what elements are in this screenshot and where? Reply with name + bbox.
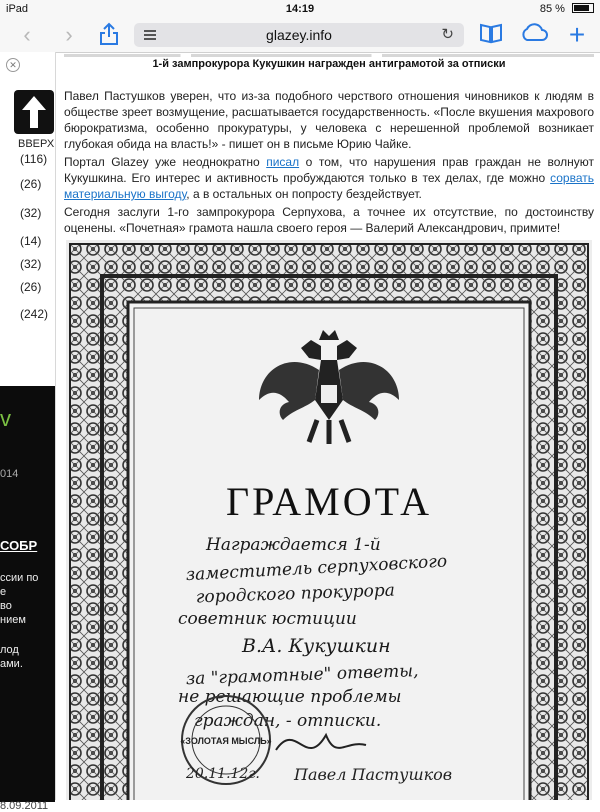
close-icon[interactable]: ✕ <box>6 58 20 72</box>
count-6[interactable]: (26) <box>20 280 42 294</box>
cert-line: В.А. Кукушкин <box>242 635 391 657</box>
promo-line: е <box>0 586 7 598</box>
certificate-heading: ГРАМОТА <box>226 479 432 524</box>
cert-line: граждан, - отписки. <box>194 711 382 731</box>
promo-heading-link[interactable]: СОБР <box>0 538 38 553</box>
url-text: glazey.info <box>266 27 332 43</box>
status-bar <box>0 0 600 18</box>
promo-line: ами. <box>0 658 23 670</box>
left-sidebar <box>0 52 55 812</box>
promo-line: ссии по <box>0 572 39 584</box>
browser-toolbar <box>0 18 600 53</box>
promo-year-fragment: 014 <box>0 468 19 480</box>
wrote-link[interactable]: писал <box>266 155 300 169</box>
date-fragment: 8.09.2011 <box>0 800 49 812</box>
cert-line: заместитель серпуховского <box>185 551 448 586</box>
cloud-icon[interactable] <box>520 22 546 48</box>
certificate-image <box>66 240 592 800</box>
count-7[interactable]: (242) <box>20 307 49 321</box>
count-1[interactable]: (116) <box>20 152 48 166</box>
reader-icon[interactable] <box>144 30 156 40</box>
battery-indicator <box>540 3 594 15</box>
paragraph-3: Сегодня заслуги 1-го зампрокурора Серпухова, а точнее их отсутствие, по достоинству оценены. «Почетная» грамота нашла своего героя — Валерий Александрович, примите! <box>64 205 594 235</box>
promo-line: лод <box>0 644 19 656</box>
paragraph-1: Павел Пастушков уверен, что из-за подобного черствого отношения чиновников к людям в обществе зреет возмущение, расшатывается государственность. «После вкушения махрового бюрократизма, особенно прокуратуры, у человека с нерешенной проблемой возникает глубокая обида на власть!» - пишет он в письме Юрию Чайке. <box>64 89 594 151</box>
forward-icon[interactable]: › <box>65 22 73 47</box>
count-3[interactable]: (32) <box>20 206 42 220</box>
count-5[interactable]: (32) <box>20 257 42 271</box>
cert-line: советник юстиции <box>178 609 357 629</box>
seal-text: «ЗОЛОТАЯ МЫСЛЬ» <box>180 736 272 746</box>
count-4[interactable]: (14) <box>20 234 42 248</box>
paragraph-2-text: о том, что нарушения прав граждан не волнуют Кукушкина. Его интерес и активность пробуждаются только в тех делах, где можно <box>64 155 594 185</box>
cert-line: за "грамотные" ответы, <box>185 661 419 690</box>
share-icon[interactable] <box>96 22 122 48</box>
promo-line: нием <box>0 614 26 626</box>
cert-line: городского прокурора <box>195 580 396 608</box>
promo-logo-fragment: v <box>0 406 11 431</box>
cert-line: не решающие проблемы <box>178 687 402 707</box>
bookmarks-icon[interactable] <box>478 22 504 48</box>
promo-line: во <box>0 600 12 612</box>
certificate-drawing <box>66 240 592 800</box>
paragraph-2 <box>64 154 594 202</box>
new-tab-icon[interactable]: + <box>568 19 586 50</box>
article-title: 1-й зампрокурора Кукушкин награжден антиграмотой за отписки <box>152 58 506 70</box>
paragraph-2-text: Портал Glazey уже неоднократно <box>64 155 267 169</box>
battery-percent: 85 % <box>539 3 565 15</box>
back-icon[interactable]: ‹ <box>23 22 31 47</box>
battery-icon <box>572 3 594 13</box>
dark-promo-block <box>0 386 55 802</box>
address-bar[interactable] <box>134 23 464 47</box>
paragraph-2-text: , а в остальных он попросту бездействует. <box>186 187 422 201</box>
count-2[interactable]: (26) <box>20 177 42 191</box>
cert-footer-date: 20.11.12г. <box>186 766 260 782</box>
column-divider <box>55 52 56 800</box>
cert-footer-name: Павел Пастушков <box>294 765 453 784</box>
reload-icon[interactable]: ↻ <box>441 26 454 43</box>
scroll-up-label[interactable]: ВВЕРХ <box>18 138 55 150</box>
cert-line: Награждается 1-й <box>206 535 381 555</box>
scroll-up-button[interactable] <box>14 90 54 134</box>
clock: 14:19 <box>285 3 315 15</box>
carrier-label: iPad <box>6 3 29 15</box>
material-gain-link[interactable]: сорвать материальную выгоду <box>64 171 594 201</box>
